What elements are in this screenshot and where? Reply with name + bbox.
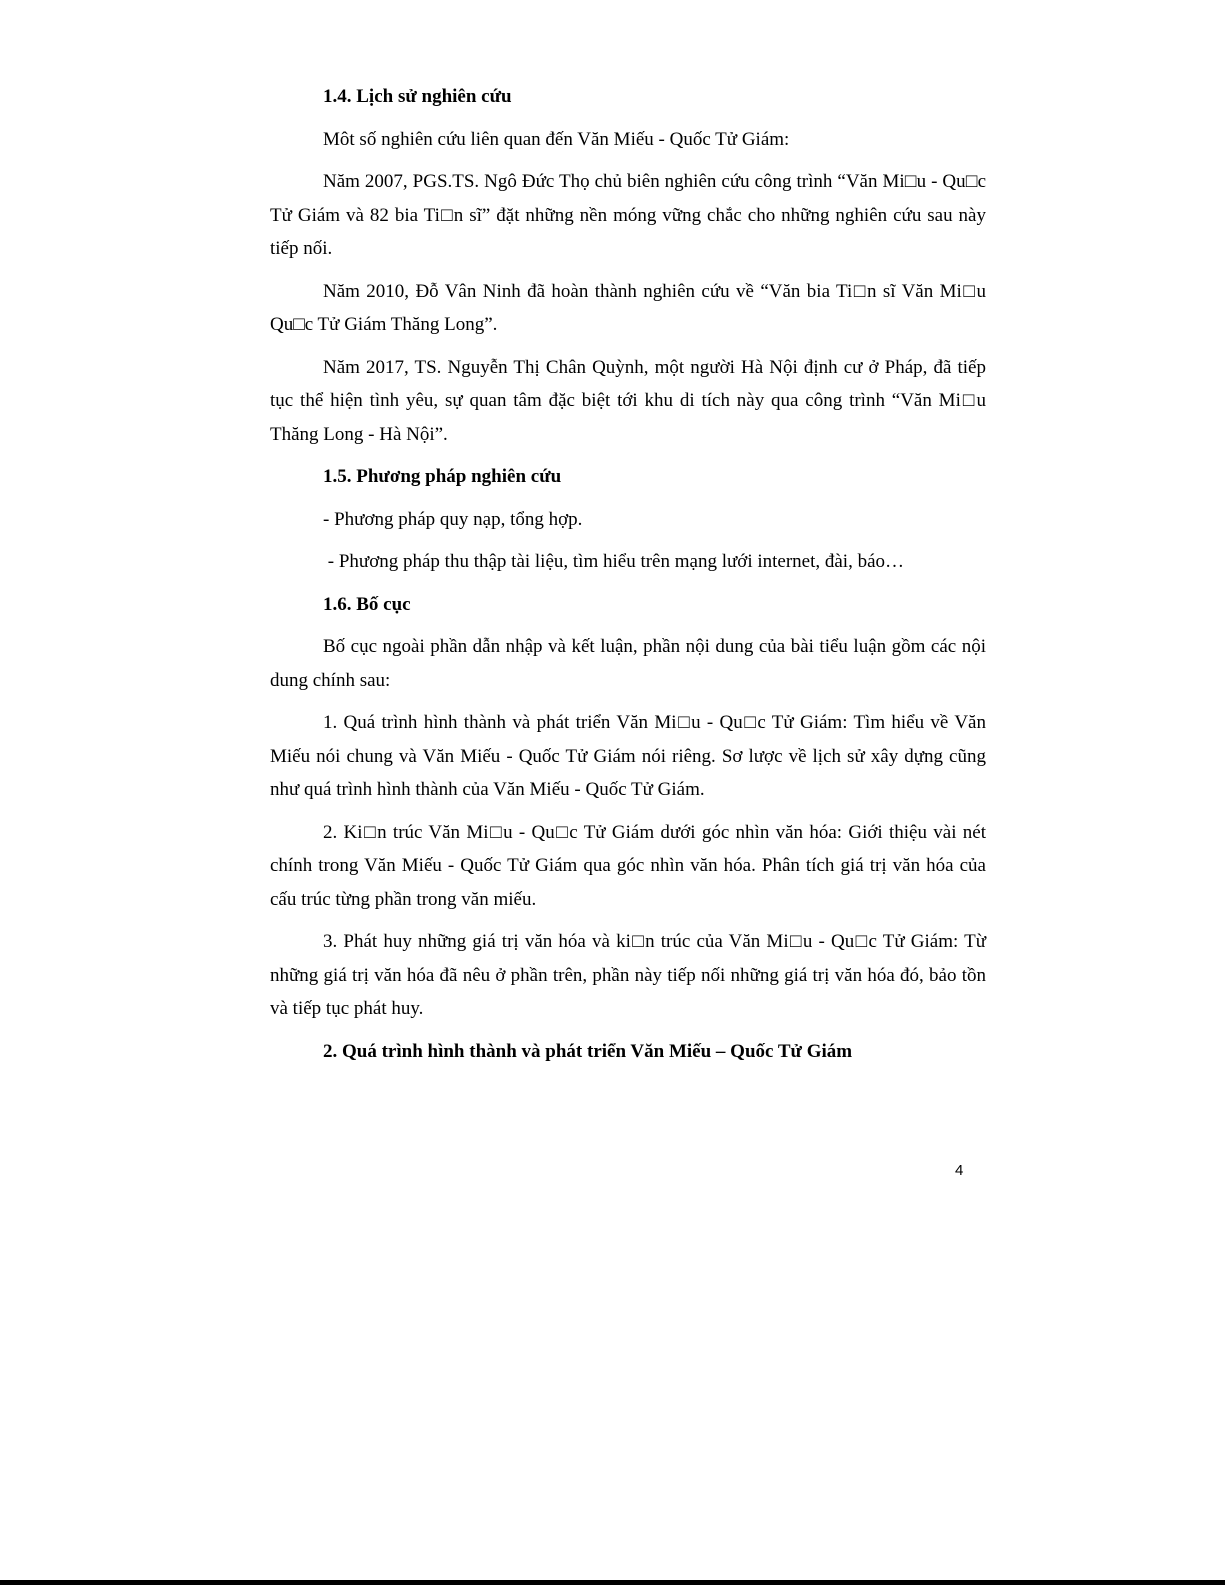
method-item-2: - Phương pháp thu thập tài liệu, tìm hiểu trên mạng lưới internet, đài, báo… bbox=[323, 551, 905, 572]
paragraph-intro: Môt số nghiên cứu liên quan đến Văn Miếu - Quốc Tử Giám: bbox=[323, 128, 790, 150]
layout-item-3: 3. Phát huy những giá trị văn hóa và ki□n trúc của Văn Mi□u - Qu□c Tử Giám: Từ những giá trị văn hóa đã nêu ở phần trên, phần này tiếp nối những giá trị văn hóa đó, bảo tồn và tiếp tục phát huy. bbox=[270, 931, 986, 1019]
paragraph-2010: Năm 2010, Đỗ Vân Ninh đã hoàn thành nghiên cứu về “Văn bia Ti□n sĩ Văn Mi□u Qu□c Tử Giám Thăng Long”. bbox=[270, 280, 986, 335]
page-content bbox=[270, 80, 986, 1077]
bottom-divider bbox=[0, 1580, 1225, 1585]
page-number: 4 bbox=[955, 1162, 964, 1179]
paragraph-layout-intro: Bố cục ngoài phần dẫn nhập và kết luận, phần nội dung của bài tiểu luận gồm các nội dung chính sau: bbox=[270, 636, 986, 691]
paragraph-2007: Năm 2007, PGS.TS. Ngô Đức Thọ chủ biên nghiên cứu công trình “Văn Mi□u - Qu□c Tử Giám và 82 bia Ti□n sĩ” đặt những nền móng vững chắc cho những nghiên cứu sau này tiếp nối. bbox=[270, 171, 986, 259]
paragraph-2017: Năm 2017, TS. Nguyễn Thị Chân Quỳnh, một người Hà Nội định cư ở Pháp, đã tiếp tục thể hiện tình yêu, sự quan tâm đặc biệt tới khu di tích này qua công trình “Văn Mi□u Thăng Long - Hà Nội”. bbox=[270, 356, 986, 445]
section-heading-1-6: 1.6. Bố cục bbox=[323, 593, 411, 615]
section-heading-1-5: 1.5. Phương pháp nghiên cứu bbox=[323, 466, 562, 487]
method-item-1: - Phương pháp quy nạp, tổng hợp. bbox=[323, 508, 583, 530]
section-heading-1-4: 1.4. Lịch sử nghiên cứu bbox=[323, 86, 512, 107]
layout-item-1: 1. Quá trình hình thành và phát triển Văn Mi□u - Qu□c Tử Giám: Tìm hiểu về Văn Miếu nói chung và Văn Miếu - Quốc Tử Giám nói riêng. Sơ lược về lịch sử xây dựng cũng như quá trình hình thành của Văn Miếu - Quốc Tử Giám. bbox=[270, 712, 986, 800]
section-heading-2: 2. Quá trình hình thành và phát triển Văn Miếu – Quốc Tử Giám bbox=[323, 1040, 853, 1062]
layout-item-2: 2. Ki□n trúc Văn Mi□u - Qu□c Tử Giám dưới góc nhìn văn hóa: Giới thiệu vài nét chính trong Văn Miếu - Quốc Tử Giám qua góc nhìn văn hóa. Phân tích giá trị văn hóa của cấu trúc từng phần trong văn miếu. bbox=[270, 821, 986, 910]
